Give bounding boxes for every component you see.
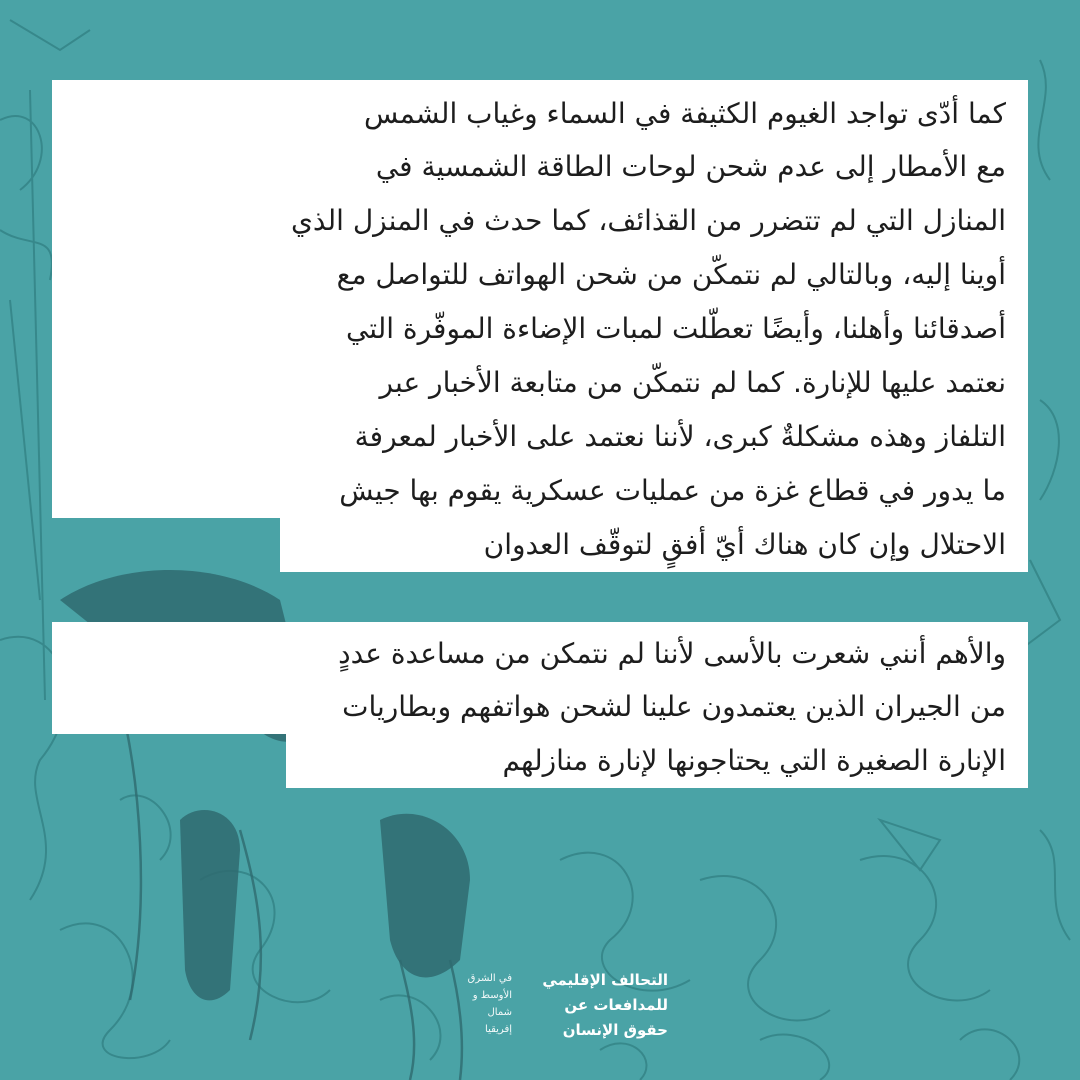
paragraph-1-line: الاحتلال وإن كان هناك أيّ أفقٍ لتوقّف العدوان <box>280 518 1028 572</box>
paragraph-1-line: المنازل التي لم تتضرر من القذائف، كما حدث في المنزل الذي <box>52 194 1028 248</box>
logo-main-line: التحالف الإقليمي <box>542 971 668 989</box>
logo-main-text <box>516 968 668 1043</box>
logo-side-line: إفريقيا <box>485 1024 512 1035</box>
paragraph-1 <box>52 80 1028 572</box>
paragraph-2-line: الإنارة الصغيرة التي يحتاجونها لإنارة منازلهم <box>286 734 1028 788</box>
paragraph-2-line: والأهم أنني شعرت بالأسى لأننا لم نتمكن من مساعدة عددٍ <box>52 622 1028 680</box>
paragraph-1-line: أصدقائنا وأهلنا، وأيضًا تعطّلت لمبات الإضاءة الموفّرة التي <box>52 302 1028 356</box>
logo-side-line: في الشرق <box>467 973 512 984</box>
paragraph-1-line: نعتمد عليها للإنارة. كما لم نتمكّن من متابعة الأخبار عبر <box>52 356 1028 410</box>
logo-side-line: شمال <box>487 1007 512 1018</box>
logo-main-line: للمدافعات عن <box>564 996 668 1014</box>
paragraph-1-line: أوينا إليه، وبالتالي لم نتمكّن من شحن الهواتف للتواصل مع <box>52 248 1028 302</box>
paragraph-1-line: التلفاز وهذه مشكلةٌ كبرى، لأننا نعتمد على الأخبار لمعرفة <box>52 410 1028 464</box>
paragraph-1-line: مع الأمطار إلى عدم شحن لوحات الطاقة الشمسية في <box>52 140 1028 194</box>
paragraph-2-line: من الجيران الذين يعتمدون علينا لشحن هواتفهم وبطاريات <box>52 680 1028 734</box>
organization-logo <box>418 968 668 1048</box>
logo-main-line: حقوق الإنسان <box>562 1021 668 1039</box>
logo-side-text <box>418 970 512 1038</box>
paragraph-2 <box>52 622 1028 788</box>
logo-side-line: الأوسط و <box>472 990 512 1001</box>
paragraph-1-line: كما أدّى تواجد الغيوم الكثيفة في السماء وغياب الشمس <box>52 80 1028 140</box>
paragraph-1-line: ما يدور في قطاع غزة من عمليات عسكرية يقوم بها جيش <box>52 464 1028 518</box>
